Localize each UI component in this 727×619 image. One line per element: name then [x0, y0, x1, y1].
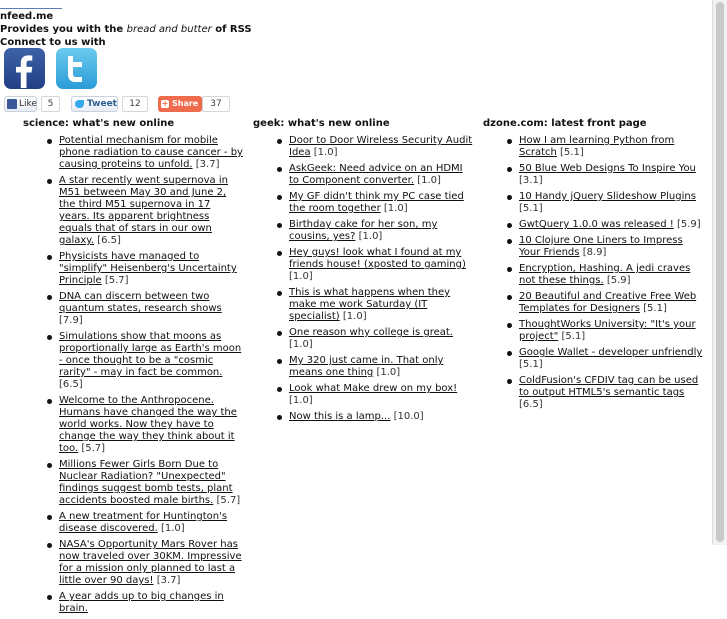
score: [6.5]	[519, 399, 543, 410]
score: [1.0]	[160, 523, 185, 534]
score: [1.0]	[376, 367, 401, 378]
list-item	[253, 163, 475, 187]
list-item	[253, 287, 475, 323]
score: [1.0]	[289, 395, 313, 406]
score: [5.1]	[560, 147, 584, 158]
article-link[interactable]: Now this is a lamp...	[289, 411, 391, 422]
feed-list	[483, 135, 705, 411]
list-item	[483, 375, 705, 411]
list-item	[23, 175, 243, 247]
share-bar	[4, 96, 244, 112]
score: [5.1]	[561, 331, 586, 342]
feed-list	[253, 135, 475, 423]
article-link[interactable]: Potential mechanism for mobile phone radiation to cause cancer - by causing proteins to unfold.	[59, 135, 243, 170]
article-link[interactable]: 20 Beautiful and Creative Free Web Templates for Designers	[519, 291, 697, 314]
article-link[interactable]: A new treatment for Huntington's disease discovered.	[59, 511, 228, 534]
score: [8.9]	[582, 247, 607, 258]
list-item	[483, 163, 705, 187]
article-link[interactable]: Hey guys! look what I found at my friends house! (xposted to gaming)	[289, 247, 466, 270]
article-link[interactable]: Birthday cake for her son, my cousins, yes?	[289, 219, 438, 242]
list-item	[483, 319, 705, 343]
score: [6.5]	[97, 235, 121, 246]
list-item	[483, 347, 705, 371]
article-link[interactable]: 10 Clojure One Liners to Impress Your Friends	[519, 235, 683, 258]
score: [5.9]	[676, 219, 701, 230]
score: [1.0]	[383, 203, 408, 214]
share-plus-icon: +	[161, 99, 169, 108]
score: [1.0]	[289, 339, 313, 350]
list-item	[23, 395, 243, 455]
article-link[interactable]: Physicists have managed to "simplify" Heisenberg's Uncertainty Principle	[59, 251, 237, 286]
list-item	[253, 355, 475, 379]
article-link[interactable]: One reason why college is great.	[289, 327, 453, 338]
feed-column-dzone	[483, 118, 705, 415]
score: [5.9]	[606, 275, 631, 286]
article-link[interactable]: Welcome to the Anthropocene. Humans have changed the way the world works. Now they have to change the way they think about it too.	[59, 395, 237, 454]
list-item	[253, 411, 475, 423]
score: [7.9]	[59, 315, 83, 326]
column-title: science: what's new online	[23, 118, 175, 129]
feed-list	[23, 135, 243, 615]
vertical-scrollbar[interactable]	[712, 0, 727, 545]
article-link[interactable]: Encryption, Hashing. A jedi craves not these things.	[519, 263, 691, 286]
score: [1.0]	[358, 231, 383, 242]
score: [5.7]	[104, 275, 129, 286]
list-item	[23, 251, 243, 287]
list-item	[483, 235, 705, 259]
site-name: nfeed.me	[0, 11, 54, 22]
score: [3.7]	[156, 575, 181, 586]
list-item	[23, 511, 243, 535]
list-item	[23, 135, 243, 171]
article-link[interactable]: Look what Make drew on my box!	[289, 383, 458, 394]
tweet-button[interactable]: Tweet	[71, 96, 118, 112]
scrollbar-thumb[interactable]	[716, 2, 724, 542]
article-link[interactable]: ColdFusion's CFDIV tag can be used to output HTML5's semantic tags	[519, 375, 699, 398]
column-title: dzone.com: latest front page	[483, 118, 647, 129]
article-link[interactable]: 10 Handy jQuery Slideshow Plugins	[519, 191, 696, 202]
column-title: geek: what's new online	[253, 118, 390, 129]
feed-column-geek	[253, 118, 475, 427]
score: [5.1]	[519, 203, 543, 214]
score: [1.0]	[313, 147, 338, 158]
twitter-icon[interactable]	[56, 48, 97, 89]
top-divider	[0, 8, 62, 9]
score: [10.0]	[393, 411, 424, 422]
article-link[interactable]: Google Wallet - developer unfriendly	[519, 347, 703, 358]
article-link[interactable]: DNA can discern between two quantum states, research shows	[59, 291, 222, 314]
article-link[interactable]: A year adds up to big changes in brain.	[59, 591, 224, 614]
connect-label: Connect to us with	[0, 37, 106, 48]
article-link[interactable]: Door to Door Wireless Security Audit Idea	[289, 135, 473, 158]
article-link[interactable]: A star recently went supernova in M51 between May 30 and June 2, the third M51 supernova in 17 years. Its apparent brightness equals that of stars in our own galaxy.	[59, 175, 228, 246]
list-item	[253, 247, 475, 283]
list-item	[483, 135, 705, 159]
article-link[interactable]: How I am learning Python from Scratch	[519, 135, 675, 158]
score: [5.1]	[519, 359, 543, 370]
article-link[interactable]: ThoughtWorks University: "It's your project"	[519, 319, 696, 342]
article-link[interactable]: Millions Fewer Girls Born Due to Nuclear Radiation? "Unexpected" findings suggest bomb tests, plant accidents boosted male births.	[59, 459, 233, 506]
list-item	[483, 263, 705, 287]
list-item	[253, 219, 475, 243]
list-item	[483, 191, 705, 215]
facebook-icon[interactable]	[4, 48, 45, 89]
like-count: 5	[41, 96, 60, 112]
tagline-emphasis: bread and butter	[126, 24, 212, 35]
share-button[interactable]: + Share	[158, 96, 202, 112]
tweet-count: 12	[122, 96, 148, 112]
list-item	[23, 591, 243, 615]
list-item	[253, 383, 475, 407]
list-item	[23, 331, 243, 391]
list-item	[253, 191, 475, 215]
score: [6.5]	[59, 379, 83, 390]
score: [1.0]	[289, 271, 313, 282]
article-link[interactable]: NASA's Opportunity Mars Rover has now traveled over 30KM. Impressive for a mission only planned to last a little over 90 days!	[59, 539, 242, 586]
list-item	[253, 327, 475, 351]
article-link[interactable]: 50 Blue Web Designs To Inspire You	[519, 163, 696, 174]
site-header	[0, 10, 252, 49]
twitter-bird-icon	[75, 100, 84, 108]
score: [1.0]	[342, 311, 367, 322]
article-link[interactable]: My GF didn't think my PC case tied the room together	[289, 191, 464, 214]
score: [5.7]	[81, 443, 106, 454]
list-item	[483, 219, 705, 231]
score: [3.7]	[195, 159, 220, 170]
article-link[interactable]: My 320 just came in. That only means one thing	[289, 355, 444, 378]
score: [1.0]	[417, 175, 441, 186]
list-item	[483, 291, 705, 315]
list-item	[23, 539, 243, 587]
article-link[interactable]: GwtQuery 1.0.0 was released !	[519, 219, 674, 230]
list-item	[23, 291, 243, 327]
score: [5.1]	[643, 303, 667, 314]
site-tagline: Provides you with the bread and butter of RSS	[0, 24, 252, 35]
list-item	[253, 135, 475, 159]
facebook-like-button[interactable]: Like	[4, 96, 37, 112]
facebook-small-icon	[7, 99, 17, 109]
article-link[interactable]: Simulations show that moons as proportionally large as Earth's moon - once thought to be a "cosmic rarity" - may in fact be common.	[59, 331, 242, 378]
article-link[interactable]: This is what happens when they make me work Saturday (IT specialist)	[289, 287, 451, 322]
list-item	[23, 459, 243, 507]
score: [3.1]	[519, 175, 543, 186]
share-count: 37	[202, 96, 230, 112]
score: [5.7]	[216, 495, 241, 506]
feed-column-science	[23, 118, 243, 619]
article-link[interactable]: AskGeek: Need advice on an HDMI to Component converter.	[289, 163, 463, 186]
